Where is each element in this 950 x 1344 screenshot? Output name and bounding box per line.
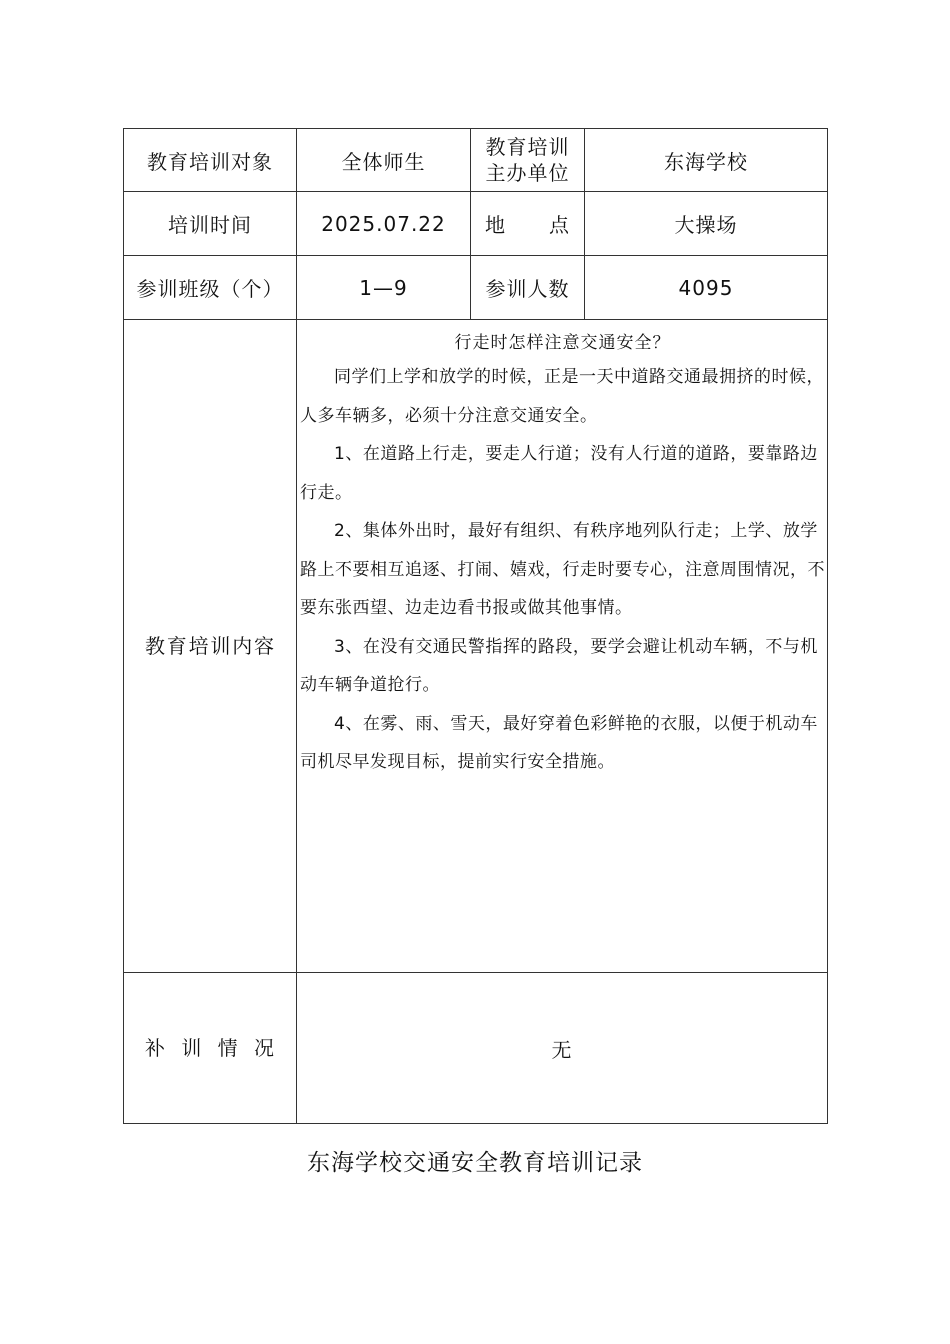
- classes-label: 参训班级（个）: [124, 256, 297, 320]
- people-value: 4095: [585, 256, 828, 320]
- content-paragraph-1: 1、在道路上行走，要走人行道；没有人行道的道路，要靠路边行走。: [300, 444, 818, 503]
- document-title: 东海学校交通安全教育培训记录: [307, 1150, 643, 1176]
- place-label-cell: [471, 192, 585, 256]
- row-makeup: [124, 973, 828, 1124]
- content-paragraph-2: 2、集体外出时，最好有组织、有秩序地列队行走；上学、放学路上不要相互追逐、打闹、嬉戏，行走时要专心，注意周围情况，不要东张西望、边走边看书报或做其他事情。: [300, 521, 825, 618]
- place-value: 大操场: [585, 192, 828, 256]
- people-label: 参训人数: [471, 256, 585, 320]
- row-target: [124, 129, 828, 192]
- target-value: 全体师生: [297, 129, 471, 192]
- organizer-label-line1: 教育培训: [485, 135, 570, 159]
- content-paragraph-4: 4、在雾、雨、雪天，最好穿着色彩鲜艳的衣服，以便于机动车司机尽早发现目标，提前实行安全措施。: [300, 713, 818, 772]
- organizer-value: 东海学校: [585, 129, 828, 192]
- time-value: 2025.07.22: [297, 192, 471, 256]
- content-label-cell: [124, 320, 297, 973]
- row-participants: [124, 256, 828, 320]
- makeup-label-cell: [124, 973, 297, 1124]
- content-paragraph-intro: 同学们上学和放学的时候，正是一天中道路交通最拥挤的时候，人多车辆多，必须十分注意交通安全。: [300, 367, 824, 426]
- training-record-table: [123, 128, 828, 1124]
- content-label: 教育培训内容: [145, 633, 275, 658]
- place-label-char1: 地: [485, 213, 506, 237]
- classes-value: 1—9: [297, 256, 471, 320]
- makeup-label: 补训情况: [145, 1035, 275, 1060]
- row-content: [124, 320, 828, 973]
- content-cell: [297, 320, 828, 973]
- makeup-value: 无: [297, 973, 828, 1124]
- target-label: 教育培训对象: [124, 129, 297, 192]
- place-label: [471, 209, 584, 238]
- content-paragraph-3: 3、在没有交通民警指挥的路段，要学会避让机动车辆，不与机动车辆争道抢行。: [300, 636, 818, 695]
- time-label: 培训时间: [124, 192, 297, 256]
- organizer-label-line2: 主办单位: [485, 161, 570, 185]
- row-time: [124, 192, 828, 256]
- content-title: 行走时怎样注意交通安全？: [454, 333, 671, 353]
- organizer-label: [486, 134, 570, 186]
- organizer-label-cell: [471, 129, 585, 192]
- place-label-char2: 点: [549, 213, 570, 237]
